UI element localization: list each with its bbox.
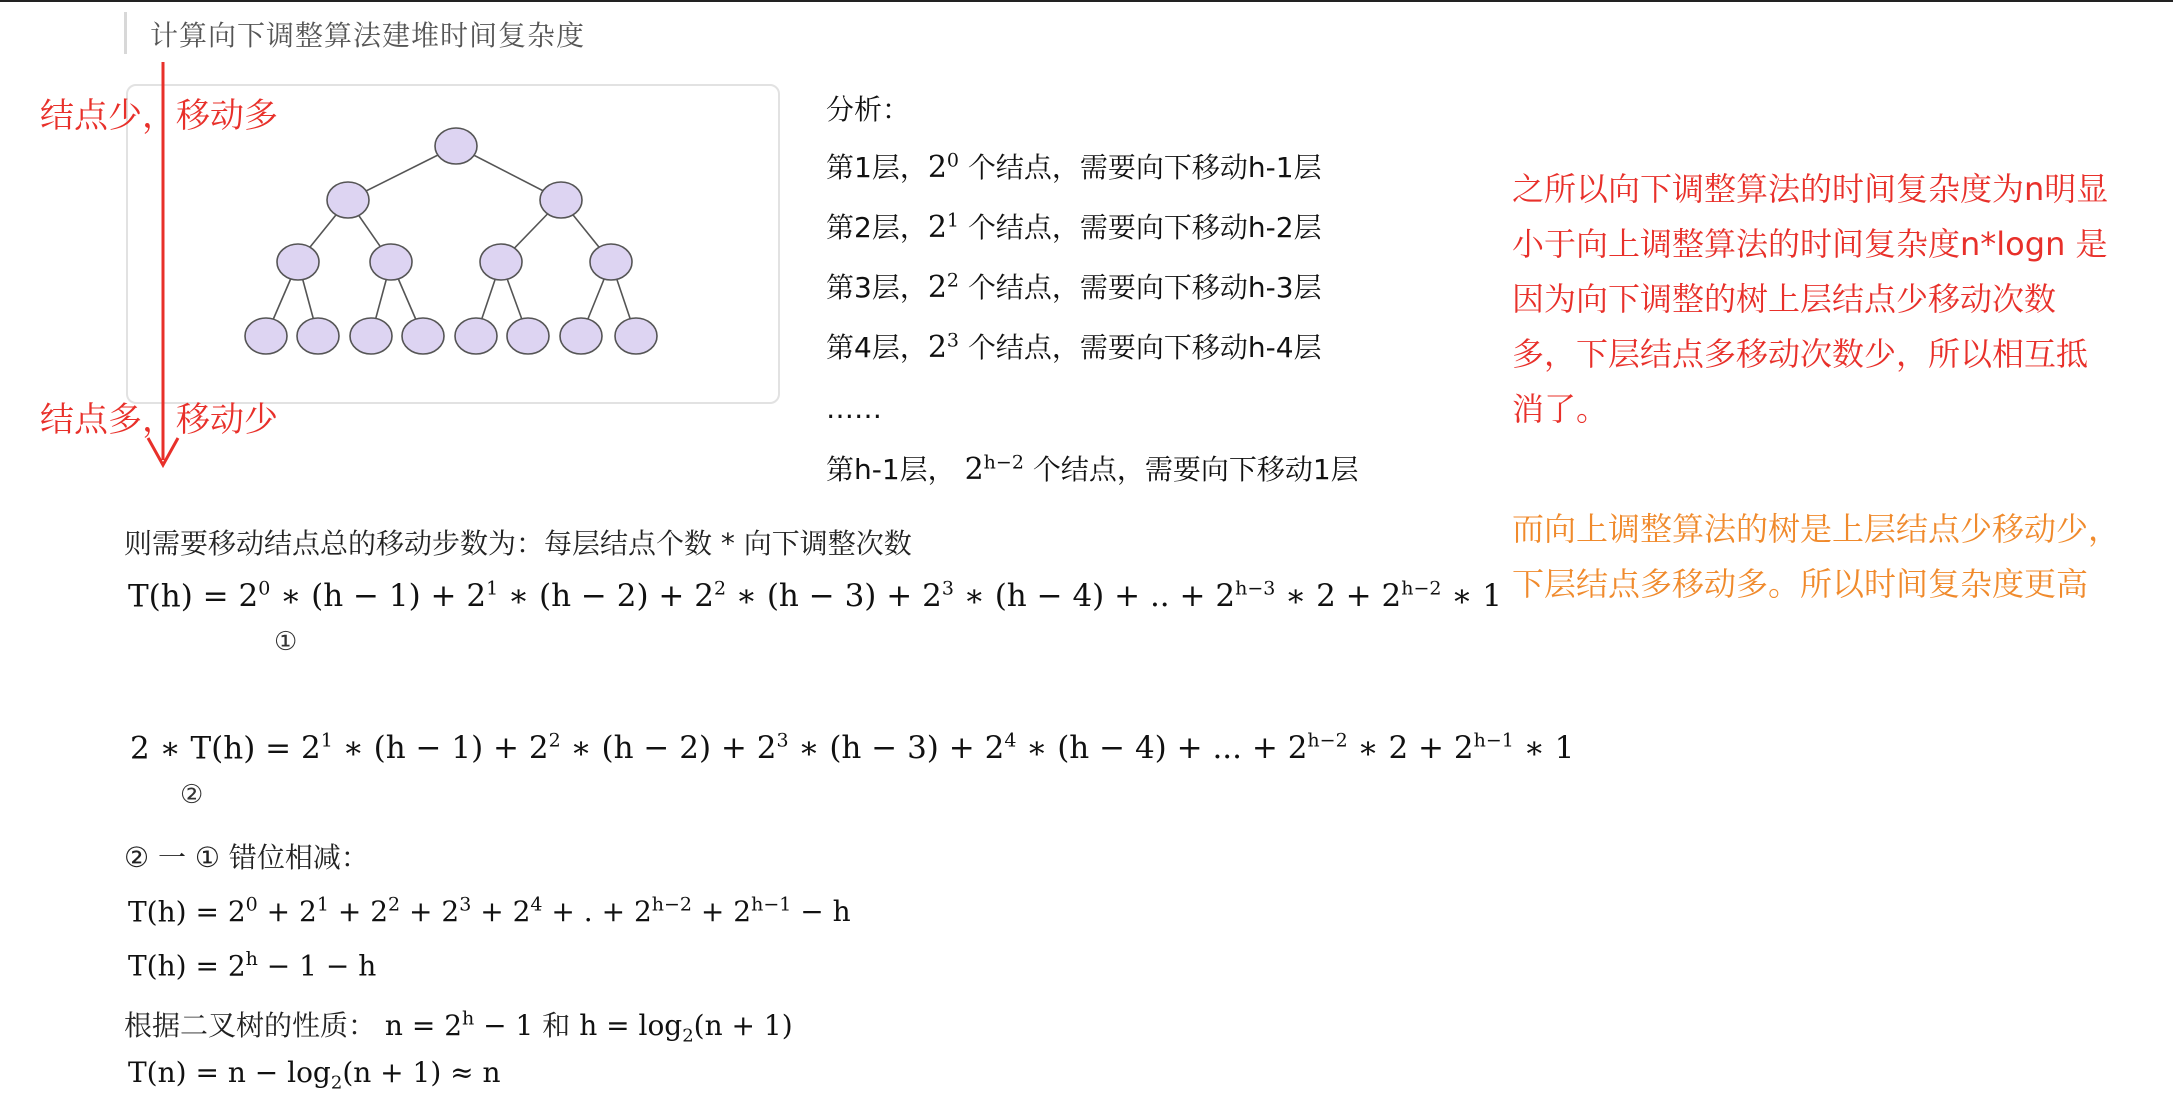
term-base: 2 [1381,578,1402,615]
eq5-rest: (n + 1) ≈ n [342,1056,501,1089]
tree-node [350,318,392,354]
tree-node [615,318,657,354]
n-formula-base: n = 2 [384,1009,463,1042]
level-description: 个结点，需要向下移动1层 [1032,453,1359,486]
term-base: 2 [370,895,389,929]
n-formula [385,1009,533,1042]
power-exponent: 1 [946,209,960,232]
subtraction-text: ② 一 ① 错位相减： [124,841,369,874]
term-exponent: 3 [776,730,789,752]
term-exponent: h−1 [1473,730,1514,752]
h-formula-rest: (n + 1) [693,1009,793,1042]
analysis-line [826,206,1322,246]
side-note-red-line: 小于向上调整算法的时间复杂度n*logn 是 [1512,225,2108,263]
term-exponent: 0 [245,894,258,916]
term-rest: ∗ 1 [1513,730,1575,767]
term-rest: + [328,895,371,929]
level-description: 个结点，需要向下移动h-4层 [967,331,1322,364]
term-rest: + [400,895,442,929]
equation-4 [128,948,376,982]
term-exponent: 3 [941,578,954,600]
tree-node [402,318,444,354]
eq4-exponent: h [245,948,258,970]
eq5-subscript: 2 [330,1072,343,1094]
power-exponent: 3 [946,329,960,352]
term-base: 2 [301,730,321,767]
tree-node [560,318,602,354]
power-base: 2 [927,210,947,245]
equation-2 [130,730,1574,766]
analysis-line [826,146,1322,186]
power-base: 2 [927,330,947,365]
and-word: 和 [542,1009,571,1042]
side-note-red-line: 多，下层结点多移动次数少，所以相互抵 [1512,335,2089,373]
property-label: 根据二叉树的性质： [124,1009,377,1042]
n-formula-exponent: h [462,1007,475,1030]
term-base: 2 [922,578,942,615]
equation-marker-2: ② [180,780,204,810]
level-description: 个结点，需要向下移动h-2层 [967,211,1322,244]
power-base: 2 [927,270,947,305]
eq4-rest: − 1 − h [257,949,377,983]
term-base: 2 [984,730,1005,767]
side-note-orange-line: 下层结点多移动多。所以时间复杂度更高 [1512,565,2089,603]
term-base: 2 [528,730,549,767]
level-label: 第3层， [826,271,928,304]
eq5-lhs: T(n) = n − log [128,1056,331,1089]
term-base: 2 [441,895,460,929]
term-rest: ∗ 2 + [1275,578,1382,615]
n-formula-rest: − 1 [474,1009,534,1042]
total-steps-text: 则需要移动结点总的移动步数为：每层结点个数 * 向下调整次数 [124,527,912,560]
term-base: 2 [694,578,714,615]
note-many-nodes: 结点多，移动少 [40,400,278,440]
term-rest: ∗ 1 [1441,578,1503,615]
term-base: 2 [238,578,259,615]
term-exponent: 4 [530,894,543,916]
side-note-red-line: 消了。 [1512,390,1609,428]
analysis-ellipsis: …… [826,392,882,425]
tree-node [540,182,582,218]
term-base: 2 [633,895,652,929]
equation-5 [128,1056,501,1094]
tree-node [370,244,412,280]
term-exponent: 1 [320,730,333,752]
eq2-lhs: 2 ∗ T(h) = [130,730,302,767]
term-rest: + [471,895,513,929]
term-exponent: 1 [486,578,499,600]
side-note-orange [1512,502,2152,612]
term-rest: + [257,895,300,929]
term-rest: − h [791,895,851,929]
binary-tree-property [124,1004,793,1047]
term-exponent: h−1 [751,894,792,916]
side-note-red [1512,162,2152,437]
term-exponent: 2 [548,730,561,752]
tree-node [297,318,339,354]
term-rest: ∗ (h − 1) + [332,730,529,767]
tree-node [590,244,632,280]
analysis-line [826,326,1322,366]
section-title: 计算向下调整算法建堆时间复杂度 [150,19,586,52]
level-label: 第h-1层， [826,453,956,486]
term-exponent: h−2 [651,894,693,916]
term-base: 2 [1215,578,1236,615]
term-rest: ∗ (h − 2) + [560,730,757,767]
term-base: 2 [733,895,752,929]
term-rest: + . + [542,895,634,929]
term-exponent: 4 [1004,730,1017,752]
term-base: 2 [227,895,246,929]
power-exponent: 2 [946,269,960,292]
term-rest: ∗ (h − 1) + [270,578,467,615]
term-rest: + [692,895,734,929]
term-rest: ∗ (h − 3) + [726,578,923,615]
tree-node [435,128,477,164]
level-description: 个结点，需要向下移动h-1层 [967,151,1322,184]
term-base: 2 [466,578,487,615]
power-base: 2 [927,150,947,185]
eq4-lhs: T(h) = 2 [128,949,246,983]
side-note-red-line: 因为向下调整的树上层结点少移动次数 [1512,280,2057,318]
power-exponent: 0 [946,149,960,172]
tree-node [277,244,319,280]
h-formula-subscript: 2 [682,1025,694,1047]
analysis-heading: 分析： [826,93,911,126]
level-description: 个结点，需要向下移动h-3层 [967,271,1322,304]
h-formula [579,1009,793,1047]
note-few-nodes: 结点少，移动多 [40,96,278,136]
equation-3 [128,894,851,928]
equation-marker-1: ① [274,627,298,657]
level-label: 第1层， [826,151,928,184]
power-exponent: h−2 [983,451,1024,474]
tree-node [327,182,369,218]
analysis-line-last [826,448,1359,488]
term-exponent: h−2 [1307,730,1348,752]
tree-node [507,318,549,354]
tree-node [455,318,497,354]
term-base: 2 [1287,730,1308,767]
term-exponent: 2 [388,894,401,916]
tree-node [245,318,287,354]
term-exponent: h−3 [1235,578,1276,600]
term-base: 2 [512,895,531,929]
term-rest: ∗ 2 + [1347,730,1454,767]
term-rest: ∗ (h − 3) + [788,730,985,767]
term-base: 2 [1453,730,1474,767]
term-exponent: h−2 [1401,578,1442,600]
term-rest: ∗ (h − 4) + ... + [1016,730,1288,767]
equation-1 [128,578,1502,614]
term-exponent: 0 [258,578,271,600]
eq1-lhs: T(h) = [128,578,239,615]
term-exponent: 3 [459,894,472,916]
eq3-lhs: T(h) = [128,895,228,929]
side-note-red-line: 之所以向下调整算法的时间复杂度为n明显 [1512,170,2109,208]
term-rest: ∗ (h − 2) + [498,578,695,615]
term-exponent: 2 [713,578,727,600]
power-base: 2 [964,452,984,487]
side-note-orange-line: 而向上调整算法的树是上层结点少移动少， [1512,510,2121,548]
term-rest: ∗ (h − 4) + .. + [953,578,1216,615]
analysis-line [826,266,1322,306]
tree-node [480,244,522,280]
level-label: 第4层， [826,331,928,364]
h-formula-base: h = log [579,1009,683,1042]
term-base: 2 [299,895,317,929]
term-exponent: 1 [316,894,329,916]
top-border [0,0,2173,2]
term-base: 2 [756,730,777,767]
level-label: 第2层， [826,211,928,244]
